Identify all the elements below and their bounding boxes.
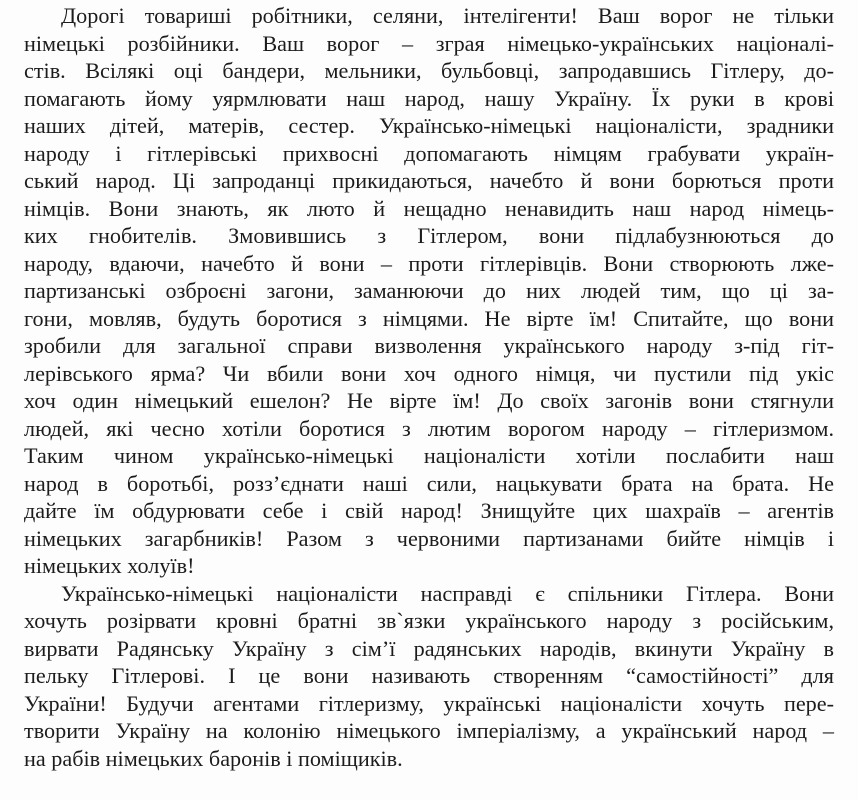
document-body xyxy=(24,2,834,772)
text-line: хочуть розірвати кровні братні зв`язки українського народу з російським, xyxy=(24,608,834,633)
text-line: німців. Вони знають, як люто й нещадно ненавидить наш народ німець- xyxy=(24,195,834,221)
text-line: наших дітей, матерів, сестер. Українсько-німецькі націоналісти, зрадники xyxy=(24,113,834,138)
text-line: творити Україну на колонію німецького імперіалізму, а український народ – xyxy=(24,718,834,743)
text-line: лерівського ярма? Чи вбили вони хоч одного німця, чи пустили під укіс xyxy=(24,360,834,386)
text-line: ких гнобителів. Змовившись з Гітлером, вони підлабузнюються до xyxy=(24,223,834,248)
text-line: німецьких загарбників! Разом з червоними партизанами бийте німців і xyxy=(24,525,834,551)
text-line: помагають йому уярмлювати наш народ, нашу Україну. Їх руки в крові xyxy=(24,85,834,111)
text-line: хоч один німецький ешелон? Не вірте їм! До своїх загонів вони стягнули xyxy=(24,388,834,413)
text-line: ський народ. Ці запроданці прикидаються, начебто й вони борються проти xyxy=(24,168,834,193)
text-line: народу, вдаючи, начебто й вони – проти гітлерівців. Вони створюють лже- xyxy=(24,250,834,276)
text-line: на рабів німецьких баронів і поміщиків. xyxy=(24,745,403,771)
text-line: стів. Всілякі оці бандери, мельники, бульбовці, запродавшись Гітлеру, до- xyxy=(24,58,834,83)
text-line: народ в боротьбі, розз’єднати наші сили, нацькувати брата на брата. Не xyxy=(24,470,834,496)
text-line: гони, мовляв, будуть боротися з німцями. Не вірте їм! Спитайте, що вони xyxy=(24,305,834,331)
text-line: німецькі розбійники. Ваш ворог – зграя німецько-українських націоналі- xyxy=(24,30,834,56)
text-line: дайте їм обдурювати себе і свій народ! Знищуйте цих шахраїв – агентів xyxy=(24,498,834,523)
text-line: Українсько-німецькі націоналісти насправді є спільники Гітлера. Вони xyxy=(61,580,834,606)
text-line: партизанські озброєні загони, заманюючи до них людей тим, що ці за- xyxy=(24,278,834,303)
text-line: людей, які чесно хотіли боротися з лютим ворогом народу – гітлеризмом. xyxy=(24,415,834,441)
text-line: німецьких холуїв! xyxy=(24,553,195,578)
text-line: народу і гітлерівські прихвосні допомагають німцям грабувати україн- xyxy=(24,140,834,166)
text-line: Таким чином українсько-німецькі націоналісти хотіли послабити наш xyxy=(24,443,834,468)
text-line: Дорогі товариші робітники, селяни, інтелігенти! Ваш ворог не тільки xyxy=(61,3,834,28)
text-line: України! Будучи агентами гітлеризму, українські націоналісти хочуть пере- xyxy=(24,690,834,716)
text-line: вирвати Радянську Україну з сім’ї радянських народів, вкинути Україну в xyxy=(24,635,834,661)
text-line: пельку Гітлерові. І це вони називають створенням “самостійності” для xyxy=(24,663,834,688)
text-line: зробили для загальної справи визволення українського народу з-під гіт- xyxy=(24,333,834,358)
paragraph-2 xyxy=(24,580,834,773)
paragraph-1 xyxy=(24,2,834,580)
